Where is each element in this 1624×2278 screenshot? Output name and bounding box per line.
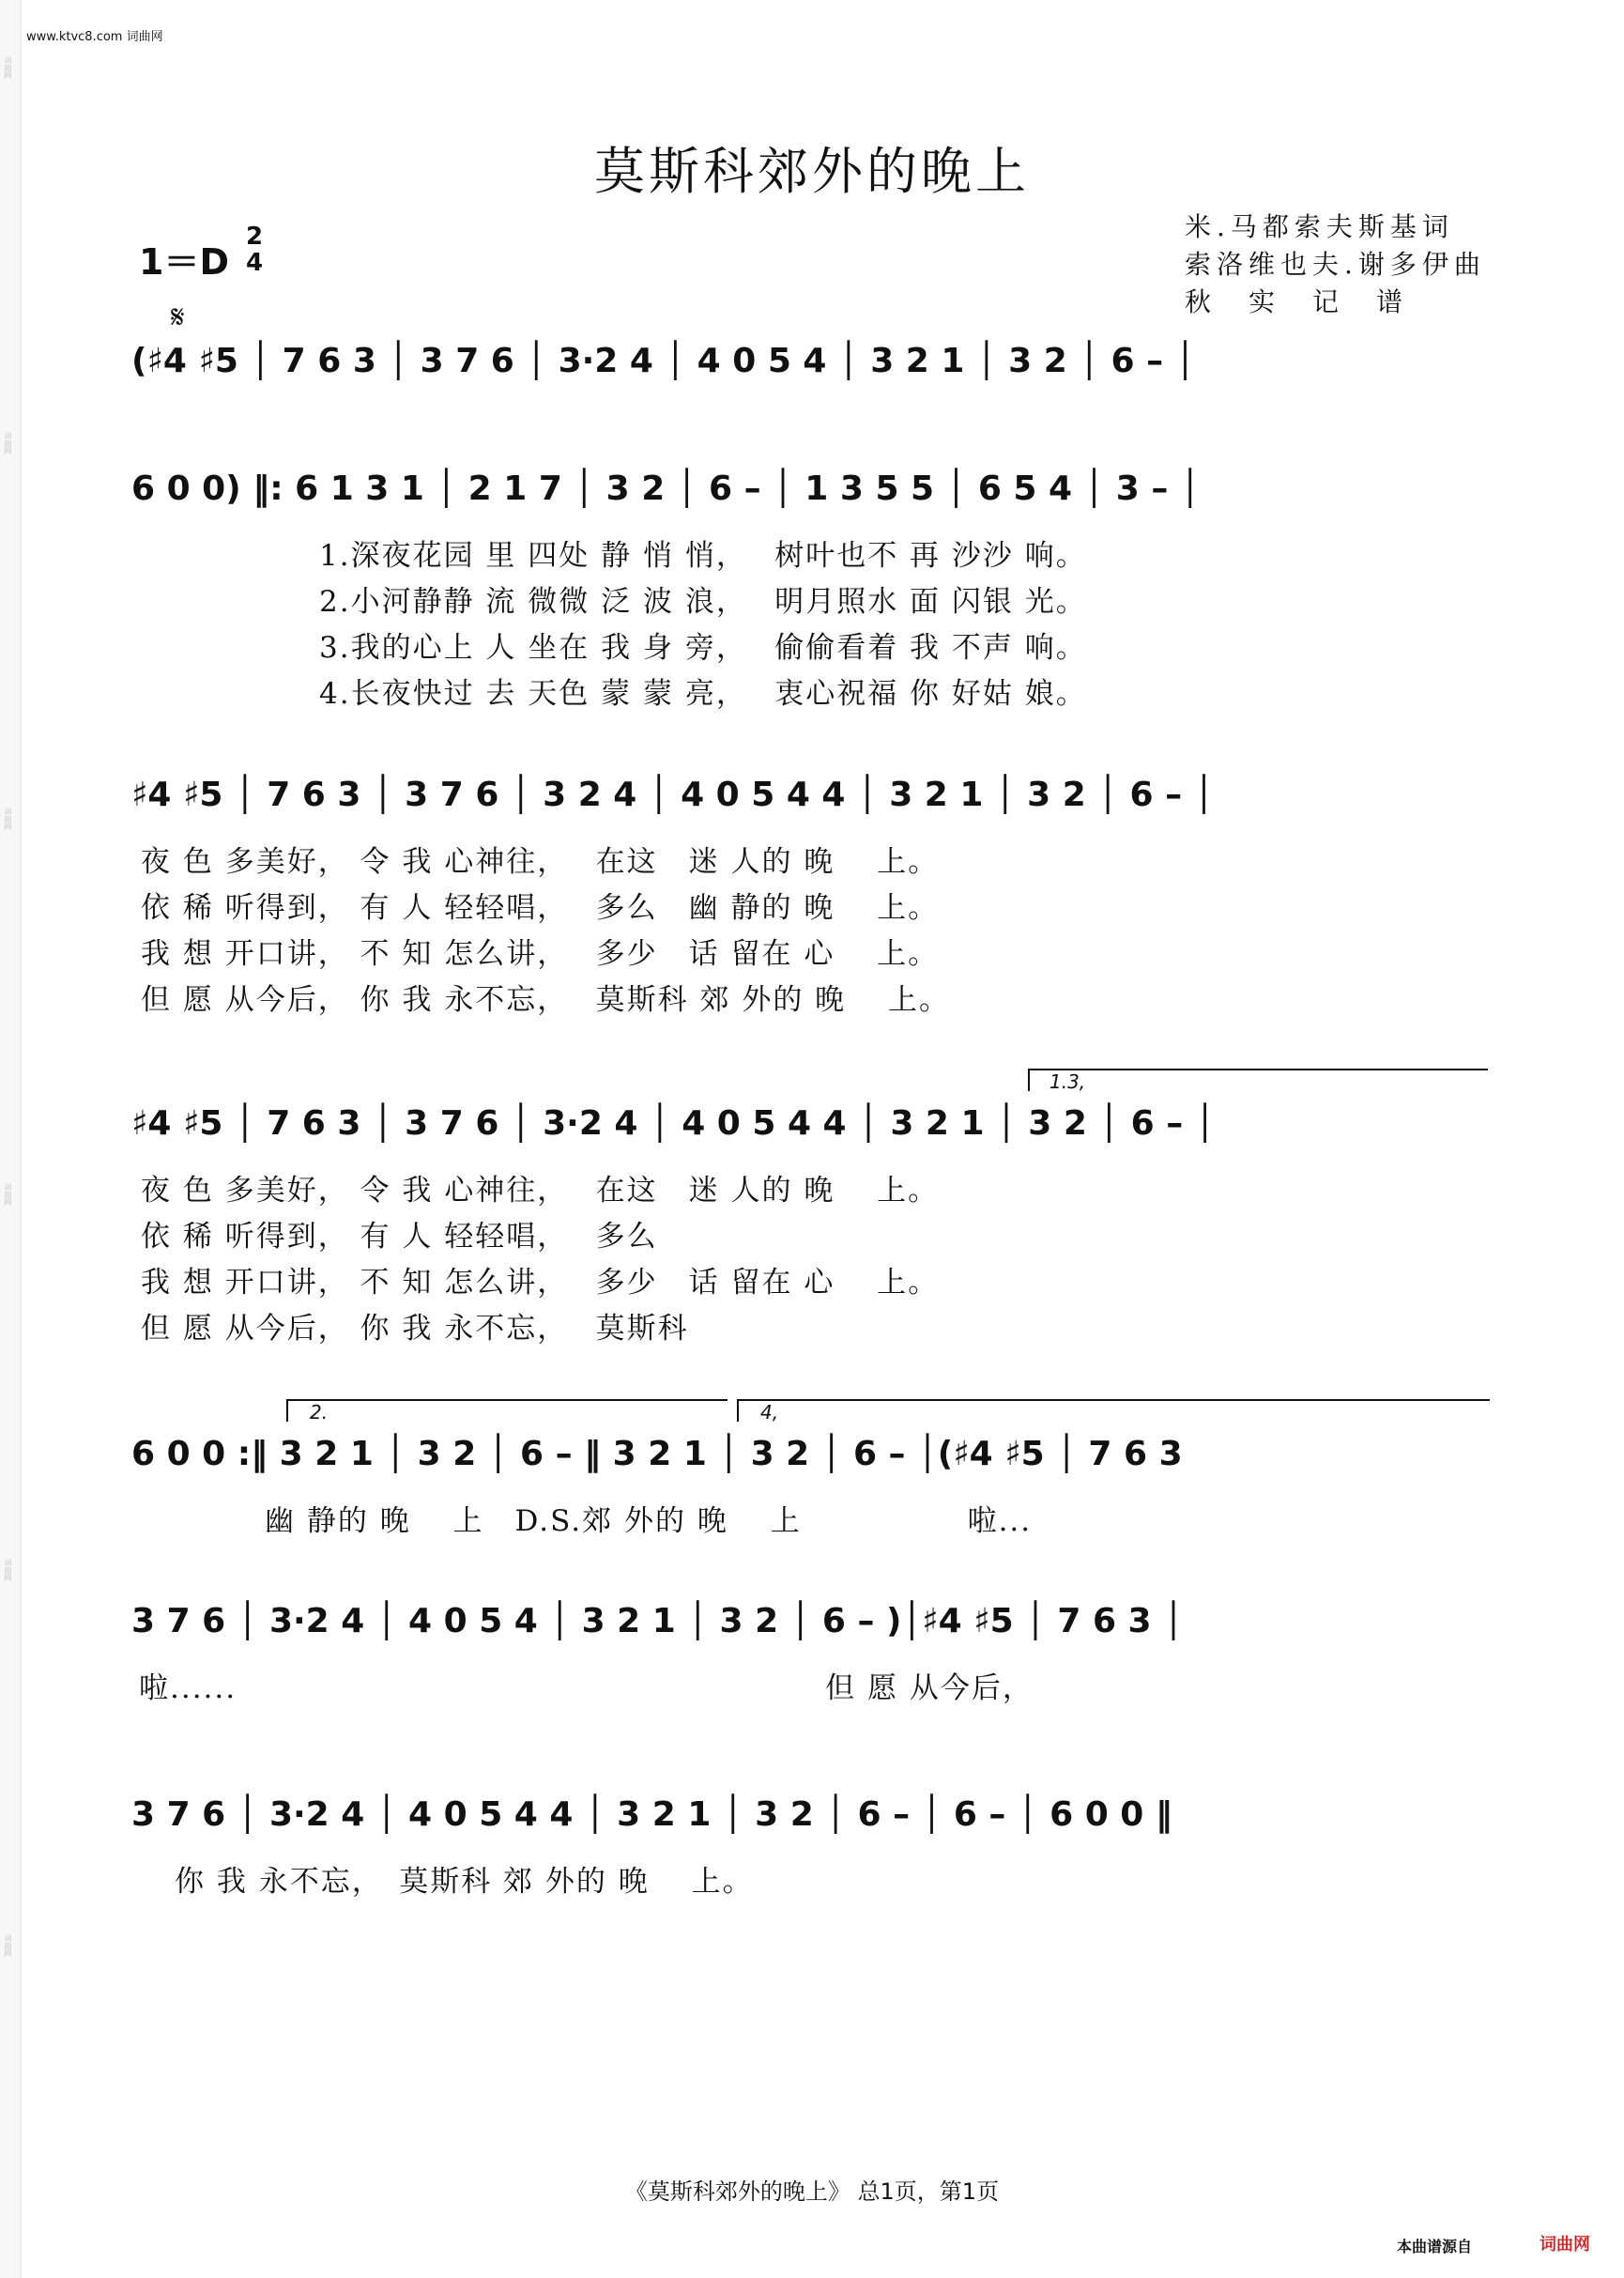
lyrics-row-3-verse-3: 我 想 开口讲， 不 知 怎么讲， 多少 话 留在 心 上。	[141, 937, 940, 971]
notation-row-1: (♯4 ♯5 │ 7 6 3 │ 3 7 6 │ 3·2 4 │ 4 0 5 4 │ 3 2 1 │ 3 2 │ 6 – │	[131, 342, 1196, 380]
lyrics-row-3-verse-2: 依 稀 听得到， 有 人 轻轻唱， 多么 幽 静的 晚 上。	[141, 891, 940, 925]
lyrics-row-7: 你 我 永不忘， 莫斯科 郊 外的 晚 上。	[175, 1865, 754, 1899]
time-signature	[246, 223, 263, 276]
side-watermark-text: 词曲网	[4, 1559, 12, 1581]
site-url[interactable]: www.ktvc8.com 词曲网	[26, 30, 163, 44]
volta-label-1: 1.3,	[1049, 1070, 1086, 1093]
side-watermark-text: 词曲网	[4, 1183, 12, 1206]
lyrics-row-2-verse-2: 2.小河静静 流 微微 泛 波 浪， 明月照水 面 闪银 光。	[319, 585, 1087, 619]
side-watermark-text: 词曲网	[4, 1934, 12, 1957]
lyrics-row-4-verse-3: 我 想 开口讲， 不 知 怎么讲， 多少 话 留在 心 上。	[141, 1266, 940, 1300]
composer-credit: 索洛维也夫.谢多伊曲	[1185, 249, 1486, 280]
notation-row-3: ♯4 ♯5 │ 7 6 3 │ 3 7 6 │ 3 2 4 │ 4 0 5 4 4 │ 3 2 1 │ 3 2 │ 6 – │	[131, 776, 1215, 814]
lyrics-row-4-verse-1: 夜 色 多美好， 令 我 心神往， 在这 迷 人的 晚 上。	[141, 1174, 940, 1208]
side-watermark-strip	[0, 0, 22, 2278]
lyrics-row-6: 啦...... 但 愿 从今后，	[139, 1671, 1034, 1705]
lyrics-row-3-verse-4: 但 愿 从今后， 你 我 永不忘， 莫斯科 郊 外的 晚 上。	[141, 983, 951, 1017]
source-label: 本曲谱源自	[1397, 2238, 1473, 2255]
notation-row-5: 6 0 0 :‖ 3 2 1 │ 3 2 │ 6 – ‖ 3 2 1 │ 3 2 │ 6 – │(♯4 ♯5 │ 7 6 3	[131, 1435, 1183, 1473]
volta-bracket-2	[286, 1399, 728, 1422]
lyrics-row-2-verse-4: 4.长夜快过 去 天色 蒙 蒙 亮， 衷心祝福 你 好姑 娘。	[319, 677, 1087, 711]
notation-row-2: 6 0 0) ‖: 6 1 3 1 │ 2 1 7 │ 3 2 │ 6 – │ 1 3 5 5 │ 6 5 4 │ 3 – │	[131, 469, 1201, 508]
volta-label-2: 2.	[310, 1401, 329, 1424]
notation-row-6: 3 7 6 │ 3·2 4 │ 4 0 5 4 │ 3 2 1 │ 3 2 │ 6 – )│♯4 ♯5 │ 7 6 3 │	[131, 1602, 1184, 1640]
volta-label-4: 4,	[760, 1401, 779, 1424]
time-signature-bottom: 4	[246, 249, 264, 277]
lyrics-row-2-verse-3: 3.我的心上 人 坐在 我 身 旁， 偷偷看着 我 不声 响。	[319, 631, 1087, 665]
lyrics-row-5: 幽 静的 晚 上 D.S.郊 外的 晚 上 啦...	[141, 1504, 1033, 1538]
lyrics-row-4-verse-4: 但 愿 从今后， 你 我 永不忘， 莫斯科	[141, 1312, 689, 1346]
time-signature-top: 2	[246, 223, 264, 251]
volta-bracket-4	[737, 1399, 1490, 1422]
volta-bracket-1	[1028, 1069, 1488, 1091]
page-footer: 《莫斯科郊外的晚上》 总1页，第1页	[624, 2178, 1000, 2205]
lyrics-row-2-verse-1: 1.深夜花园 里 四处 静 悄 悄， 树叶也不 再 沙沙 响。	[319, 539, 1087, 573]
lyrics-row-3-verse-1: 夜 色 多美好， 令 我 心神往， 在这 迷 人的 晚 上。	[141, 845, 940, 879]
side-watermark-text: 词曲网	[4, 56, 12, 79]
side-watermark-text: 词曲网	[4, 808, 12, 830]
song-title: 莫斯科郊外的晚上	[594, 142, 1030, 201]
lyrics-row-4-verse-2: 依 稀 听得到， 有 人 轻轻唱， 多么	[141, 1220, 658, 1254]
notation-row-4: ♯4 ♯5 │ 7 6 3 │ 3 7 6 │ 3·2 4 │ 4 0 5 4 4 │ 3 2 1 │ 3 2 │ 6 – │	[131, 1104, 1216, 1143]
credits	[1185, 208, 1486, 321]
key-signature: 1＝D	[139, 241, 229, 283]
side-watermark-text: 词曲网	[4, 432, 12, 454]
lyricist-credit: 米.马都索夫斯基词	[1185, 211, 1454, 242]
transcriber-credit: 秋 实 记 谱	[1185, 286, 1409, 317]
segno-icon: 𝄋	[171, 299, 185, 336]
source-brand-link[interactable]: 词曲网	[1540, 2235, 1590, 2255]
notation-row-7: 3 7 6 │ 3·2 4 │ 4 0 5 4 4 │ 3 2 1 │ 3 2 │ 6 – │ 6 – │ 6 0 0 ‖	[131, 1795, 1172, 1834]
